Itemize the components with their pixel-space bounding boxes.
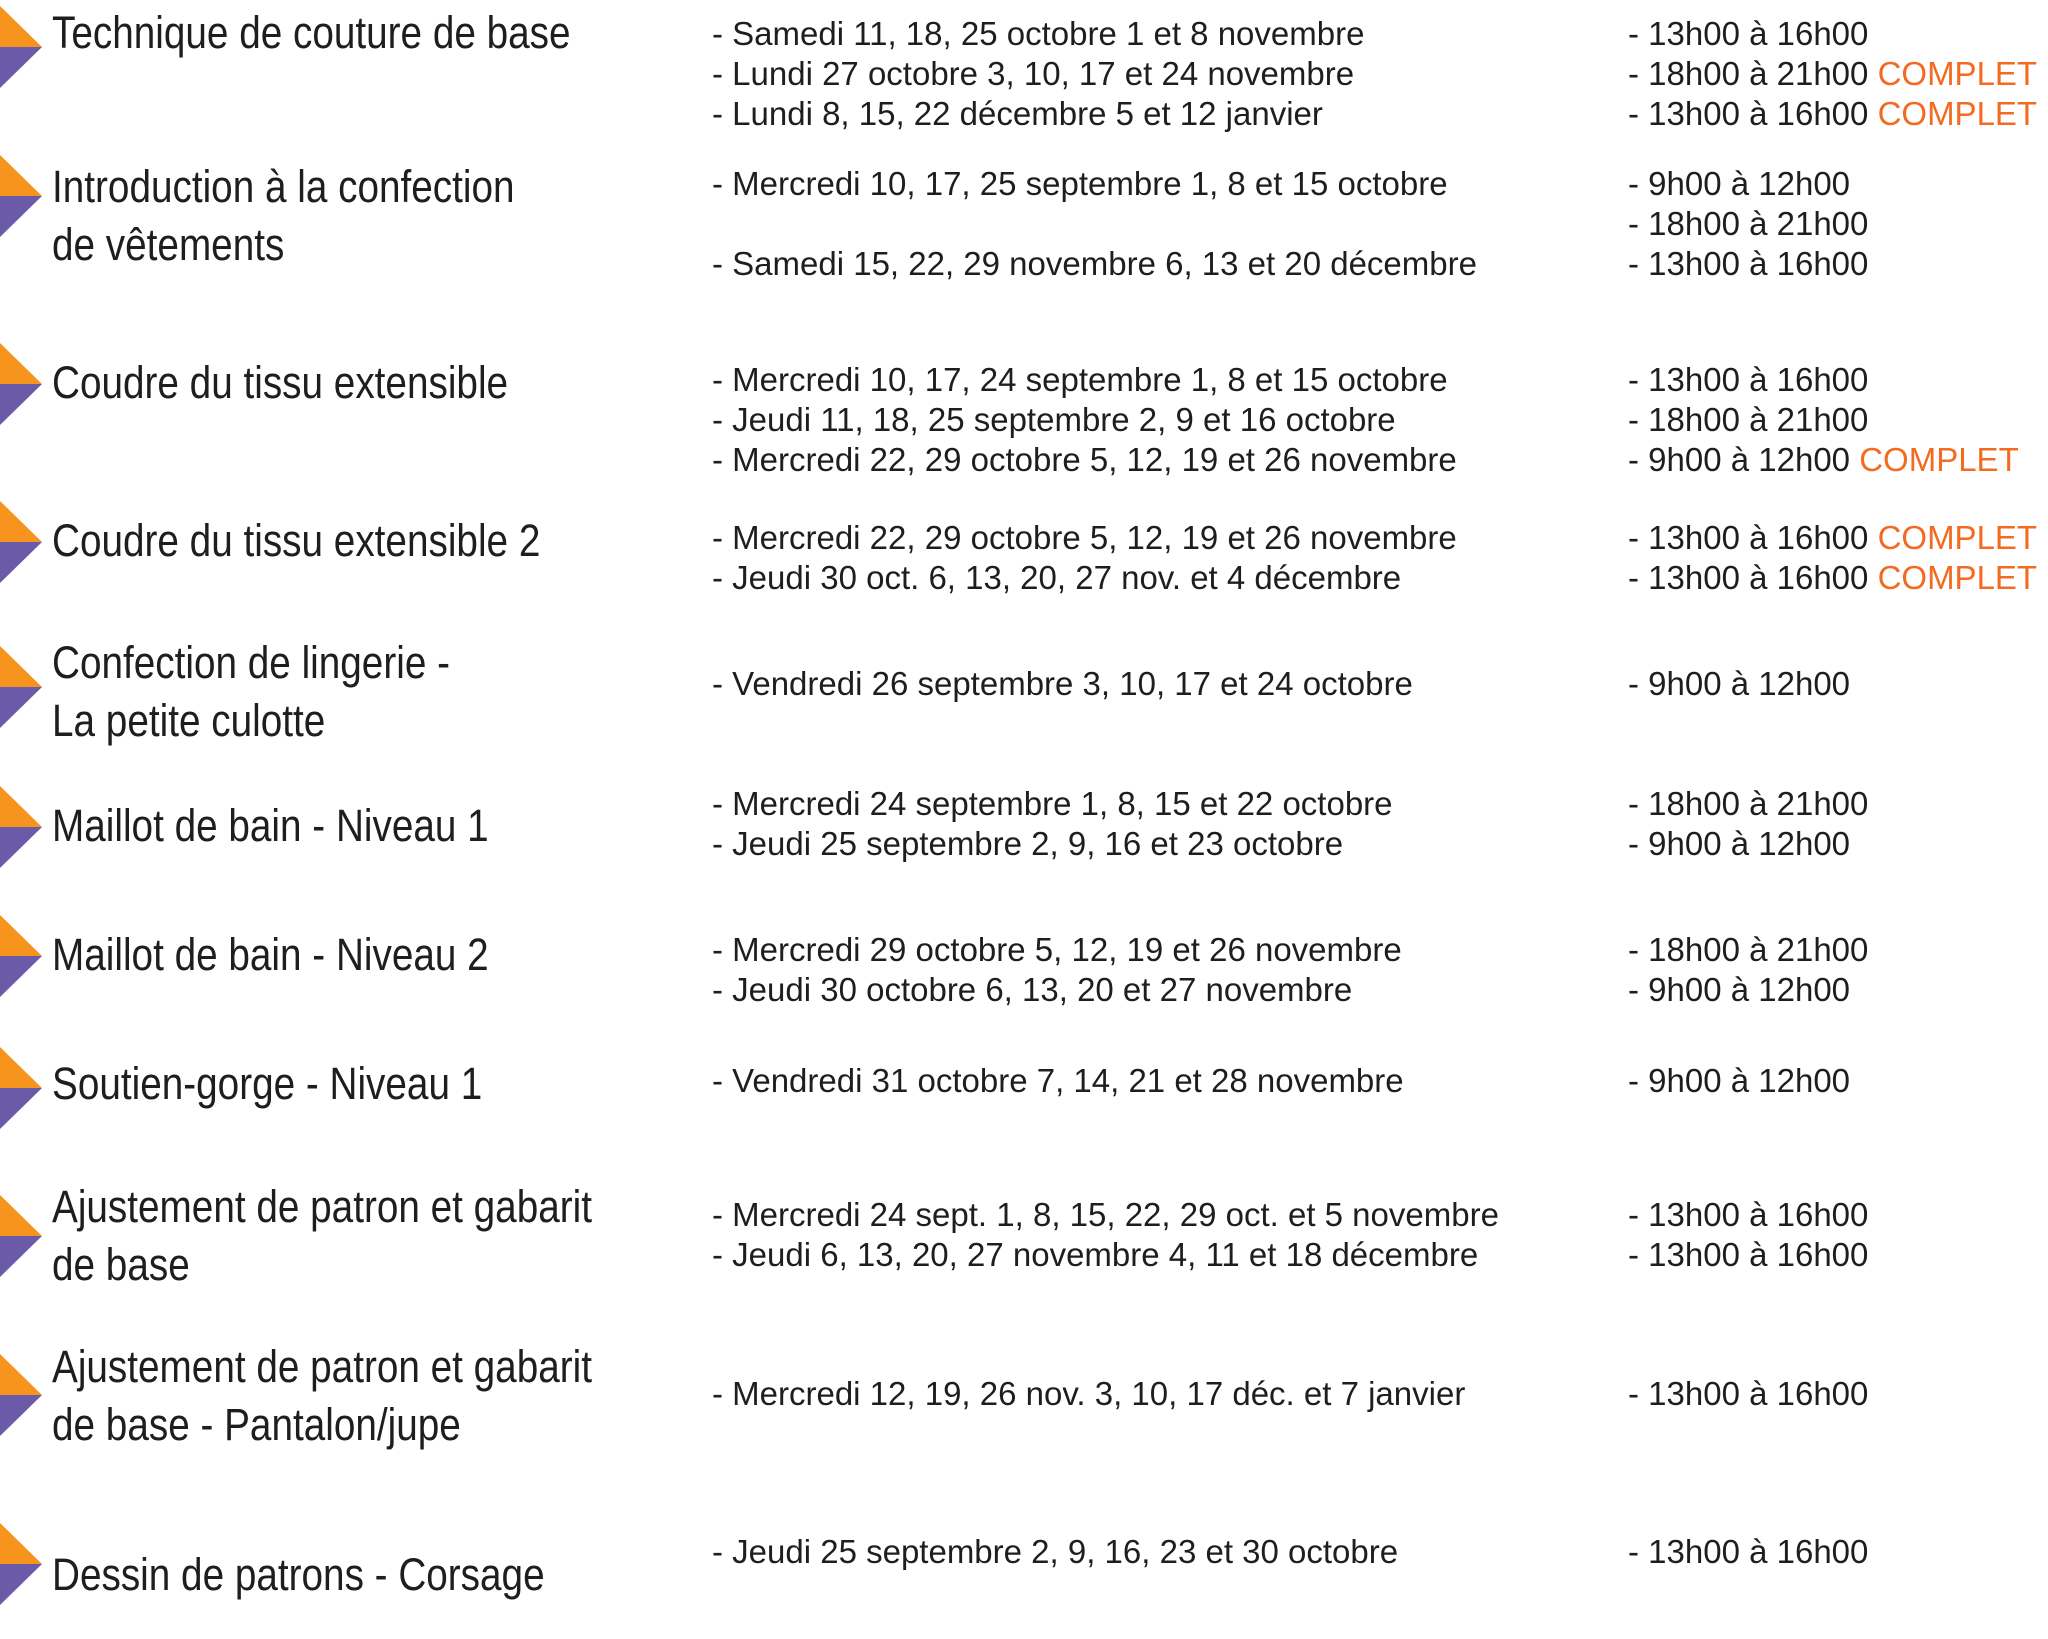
session-time-range: - 9h00 à 12h00 (1628, 665, 1851, 702)
session-dates: - Mercredi 24 septembre 1, 8, 15 et 22 octobre (712, 785, 1393, 822)
session-row (0, 1532, 2048, 1572)
session-time (1628, 558, 2037, 598)
course-title-line: de base (52, 1239, 190, 1290)
session-row (0, 518, 2048, 558)
session-dates: - Jeudi 30 octobre 6, 13, 20 et 27 novembre (712, 971, 1353, 1008)
session-row (0, 930, 2048, 970)
session-time-range: - 13h00 à 16h00 (1628, 95, 1869, 132)
session-row (0, 664, 2048, 704)
session-time (1628, 930, 1868, 970)
session-dates: - Samedi 15, 22, 29 novembre 6, 13 et 20 décembre (712, 245, 1477, 282)
session-time-range: - 18h00 à 21h00 (1628, 931, 1869, 968)
session-time (1628, 1195, 1868, 1235)
session-time (1628, 440, 2019, 480)
session-dates: - Samedi 11, 18, 25 octobre 1 et 8 novembre (712, 15, 1365, 52)
session-time (1628, 1235, 1868, 1275)
session-time-range: - 18h00 à 21h00 (1628, 785, 1869, 822)
session-dates: - Vendredi 31 octobre 7, 14, 21 et 28 novembre (712, 1062, 1404, 1099)
session-time-range: - 9h00 à 12h00 (1628, 165, 1851, 202)
session-row (0, 94, 2048, 134)
complete-status-badge: COMPLET (1877, 55, 2038, 92)
session-row (0, 1195, 2048, 1235)
session-row (0, 1235, 2048, 1275)
session-row (0, 360, 2048, 400)
session-dates: - Jeudi 25 septembre 2, 9, 16, 23 et 30 octobre (712, 1533, 1399, 1570)
course-title-line: Technique de couture de base (52, 7, 571, 58)
course-title-line: Maillot de bain - Niveau 1 (52, 800, 489, 851)
session-dates: - Mercredi 10, 17, 25 septembre 1, 8 et 15 octobre (712, 165, 1448, 202)
session-time (1628, 164, 1850, 204)
session-time (1628, 14, 1868, 54)
complete-status-badge: COMPLET (1877, 95, 2038, 132)
session-time-range: - 13h00 à 16h00 (1628, 245, 1869, 282)
session-dates: - Mercredi 10, 17, 24 septembre 1, 8 et 15 octobre (712, 361, 1448, 398)
session-time-range: - 13h00 à 16h00 (1628, 15, 1869, 52)
session-time (1628, 664, 1850, 704)
course-title-line: Coudre du tissu extensible 2 (52, 515, 541, 566)
session-time (1628, 360, 1868, 400)
session-row (0, 784, 2048, 824)
session-time-range: - 13h00 à 16h00 (1628, 1236, 1869, 1273)
session-row (0, 204, 2048, 244)
course-title-line: Maillot de bain - Niveau 2 (52, 929, 489, 980)
session-time-range: - 9h00 à 12h00 (1628, 825, 1851, 862)
session-dates: - Mercredi 12, 19, 26 nov. 3, 10, 17 déc. et 7 janvier (712, 1375, 1466, 1412)
session-time-range: - 18h00 à 21h00 (1628, 401, 1869, 438)
course-title-line: La petite culotte (52, 695, 326, 746)
session-dates: - Jeudi 30 oct. 6, 13, 20, 27 nov. et 4 décembre (712, 559, 1402, 596)
course-title-line: Soutien-gorge - Niveau 1 (52, 1058, 483, 1109)
session-row (0, 824, 2048, 864)
session-row (0, 1374, 2048, 1414)
session-dates: - Mercredi 29 octobre 5, 12, 19 et 26 novembre (712, 931, 1402, 968)
session-time (1628, 244, 1868, 284)
session-row (0, 558, 2048, 598)
session-dates: - Jeudi 11, 18, 25 septembre 2, 9 et 16 octobre (712, 401, 1396, 438)
session-row (0, 54, 2048, 94)
session-row (0, 400, 2048, 440)
course-title-line: de base - Pantalon/jupe (52, 1399, 461, 1450)
session-time-range: - 13h00 à 16h00 (1628, 1533, 1869, 1570)
session-time (1628, 204, 1868, 244)
session-time-range: - 13h00 à 16h00 (1628, 1196, 1869, 1233)
session-time-range: - 9h00 à 12h00 (1628, 1062, 1851, 1099)
session-time-range: - 13h00 à 16h00 (1628, 559, 1869, 596)
session-row (0, 1061, 2048, 1101)
session-time (1628, 970, 1850, 1010)
course-title-line: Coudre du tissu extensible (52, 357, 509, 408)
session-time-range: - 18h00 à 21h00 (1628, 205, 1869, 242)
session-dates: - Jeudi 6, 13, 20, 27 novembre 4, 11 et 18 décembre (712, 1236, 1479, 1273)
session-dates: - Mercredi 22, 29 octobre 5, 12, 19 et 26 novembre (712, 441, 1457, 478)
session-time (1628, 94, 2037, 134)
session-row (0, 440, 2048, 480)
session-row (0, 244, 2048, 284)
session-row (0, 970, 2048, 1010)
session-time-range: - 9h00 à 12h00 (1628, 971, 1851, 1008)
session-time (1628, 1374, 1868, 1414)
course-title-line: Dessin de patrons - Corsage (52, 1549, 545, 1600)
course-title-line: Confection de lingerie - (52, 637, 450, 688)
complete-status-badge: COMPLET (1877, 559, 2038, 596)
session-time-range: - 18h00 à 21h00 (1628, 55, 1869, 92)
session-time-range: - 9h00 à 12h00 (1628, 441, 1851, 478)
session-time (1628, 824, 1850, 864)
session-time-range: - 13h00 à 16h00 (1628, 1375, 1869, 1412)
session-dates: - Lundi 27 octobre 3, 10, 17 et 24 novembre (712, 55, 1355, 92)
session-row (0, 14, 2048, 54)
complete-status-badge: COMPLET (1877, 519, 2038, 556)
session-time-range: - 13h00 à 16h00 (1628, 361, 1869, 398)
course-title-line: Introduction à la confection (52, 161, 515, 212)
session-time (1628, 54, 2037, 94)
session-time (1628, 400, 1868, 440)
session-row (0, 164, 2048, 204)
session-dates: - Jeudi 25 septembre 2, 9, 16 et 23 octobre (712, 825, 1344, 862)
session-dates: - Mercredi 22, 29 octobre 5, 12, 19 et 26 novembre (712, 519, 1457, 556)
course-title-line: de vêtements (52, 219, 285, 270)
session-time (1628, 784, 1868, 824)
course-title-line: Ajustement de patron et gabarit (52, 1181, 592, 1232)
session-time-range: - 13h00 à 16h00 (1628, 519, 1869, 556)
session-dates: - Vendredi 26 septembre 3, 10, 17 et 24 octobre (712, 665, 1413, 702)
session-time (1628, 518, 2037, 558)
session-dates: - Mercredi 24 sept. 1, 8, 15, 22, 29 oct. et 5 novembre (712, 1196, 1499, 1233)
session-dates: - Lundi 8, 15, 22 décembre 5 et 12 janvier (712, 95, 1323, 132)
course-title-line: Ajustement de patron et gabarit (52, 1341, 592, 1392)
session-time (1628, 1061, 1850, 1101)
session-time (1628, 1532, 1868, 1572)
complete-status-badge: COMPLET (1859, 441, 2019, 478)
